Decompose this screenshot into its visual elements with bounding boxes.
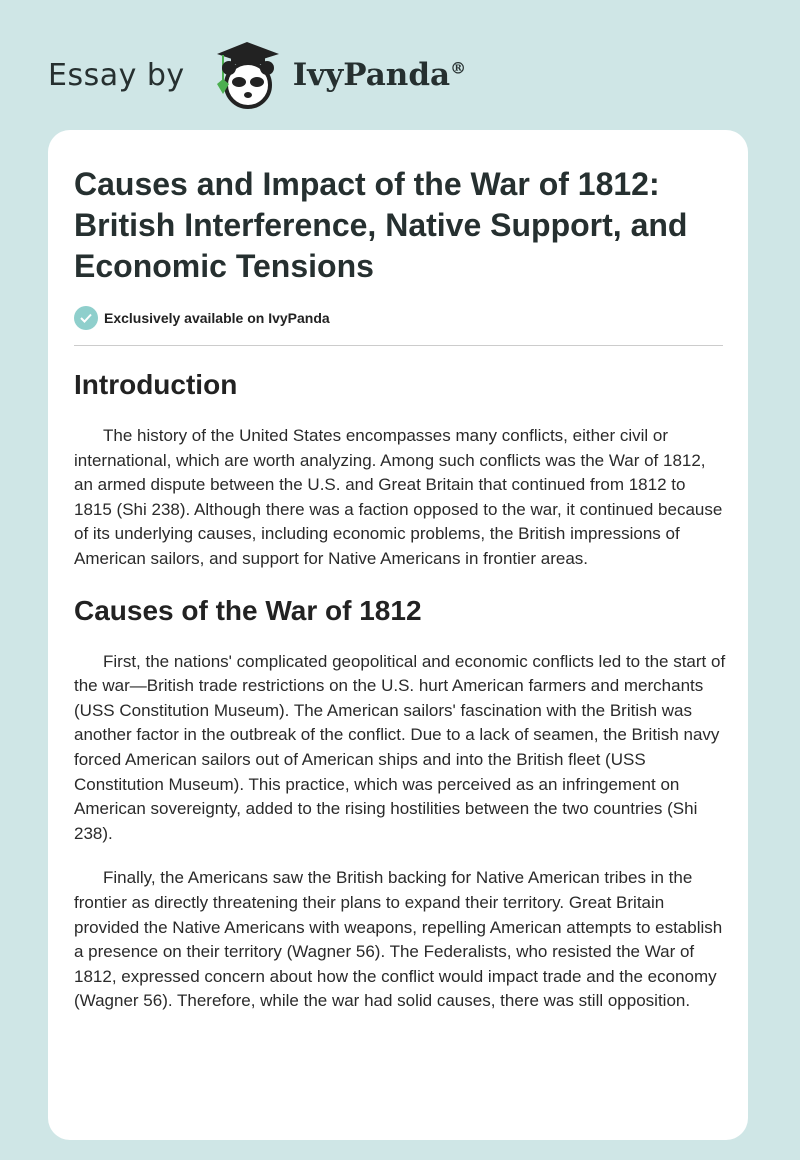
exclusive-badge: [74, 306, 330, 330]
section-heading: Introduction: [74, 369, 238, 400]
paragraph: The history of the United States encompasses many conflicts, either civil or international, which are worth analyzing. Among such conflicts was the War of 1812, an armed dispute between the U.S. and Great Britain that continued from 1812 to 1815 (Shi 238). Although there was a faction opposed to the war, it continued because of its underlying causes, including economic problems, the British impressions of American sailors, and support for Native Americans in frontier areas.: [74, 426, 723, 568]
site-header: [48, 40, 466, 110]
paragraph: Finally, the Americans saw the British backing for Native American tribes in the frontier as directly threatening their plans to expand their territory. Great Britain provided the Native Americans with weapons, repelling American attempts to establish a presence on their territory (Wagner 56). The Federalists, who resisted the War of 1812, expressed concern about how the conflict would impact trade and the economy (Wagner 56). Therefore, while the war had solid causes, there was still opposition.: [74, 868, 723, 1011]
badge-text: Exclusively available on IvyPanda: [104, 310, 330, 326]
divider: [74, 345, 723, 346]
brand-text: IvyPanda: [292, 57, 451, 93]
brand-name[interactable]: [293, 57, 466, 93]
essay-body: [74, 366, 726, 1034]
essay-title: Causes and Impact of the War of 1812: British Interference, Native Support, and Economic Tensions: [74, 166, 688, 284]
registered-mark: ®: [450, 58, 467, 78]
paragraph: First, the nations' complicated geopolitical and economic conflicts led to the start of the war—British trade restrictions on the U.S. hurt American farmers and merchants (USS Constitution Museum). The American sailors' fascination with the British was another factor in the outbreak of the conflict. Due to a lack of seamen, the British navy forced American sailors out of American ships and into the British fleet (USS Constitution Museum). This practice, which was perceived as an infringement on American sovereignty, added to the rising hostilities between the two countries (Shi 238).: [74, 651, 726, 843]
panda-logo-icon[interactable]: [203, 40, 287, 110]
check-icon: [74, 306, 98, 330]
essay-by-label: Essay by: [48, 57, 185, 93]
essay-card: [48, 130, 748, 1140]
section-heading: Causes of the War of 1812: [74, 594, 422, 626]
